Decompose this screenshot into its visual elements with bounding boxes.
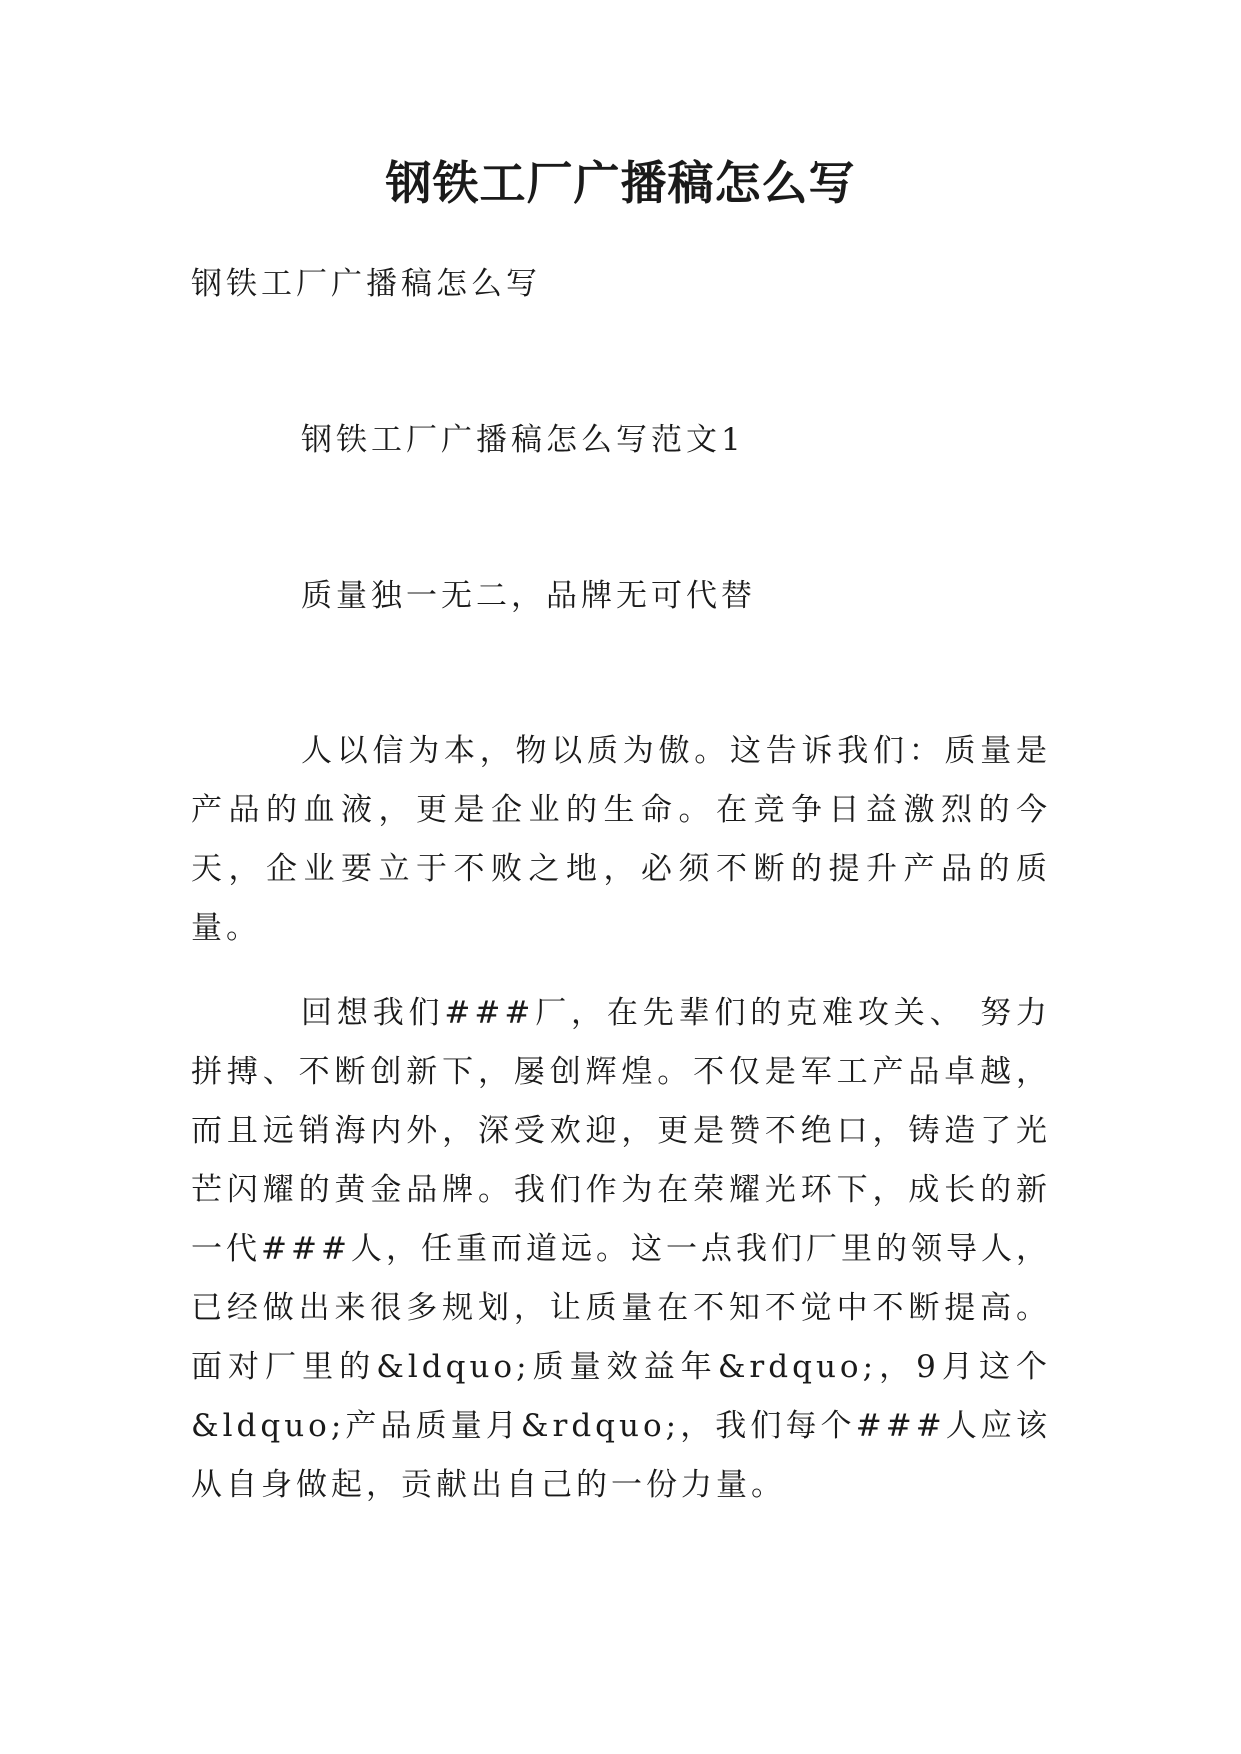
paragraph-2: 回想我们###厂，在先辈们的克难攻关、 努力拼搏、不断创新下，屡创辉煌。不仅是军工产品卓越，而且远销海内外，深受欢迎，更是赞不绝口，铸造了光芒闪耀的黄金品牌。我们作为在荣耀光环下，成长的新一代###人，任重而道远。这一点我们厂里的领导人，已经做出来很多规划，让质量在不知不觉中不断提高。面对厂里的&ldquo;质量效益年&rdquo;，9月这个&ldquo;产品质量月&rdquo;，我们每个###人应该从自身做起，贡献出自己的一份力量。: [191, 995, 1051, 1503]
document-subtitle: 钢铁工厂广播稿怎么写: [191, 266, 541, 302]
slogan-line: 质量独一无二，品牌无可代替: [301, 578, 756, 614]
document-title: 钢铁工厂广播稿怎么写: [385, 156, 856, 210]
section-heading: 钢铁工厂广播稿怎么写范文1: [301, 422, 745, 458]
paragraph-1: 人以信为本，物以质为傲。这告诉我们：质量是产品的血液，更是企业的生命。在竞争日益激烈的今天，企业要立于不败之地，必须不断的提升产品的质量。: [191, 733, 1051, 946]
